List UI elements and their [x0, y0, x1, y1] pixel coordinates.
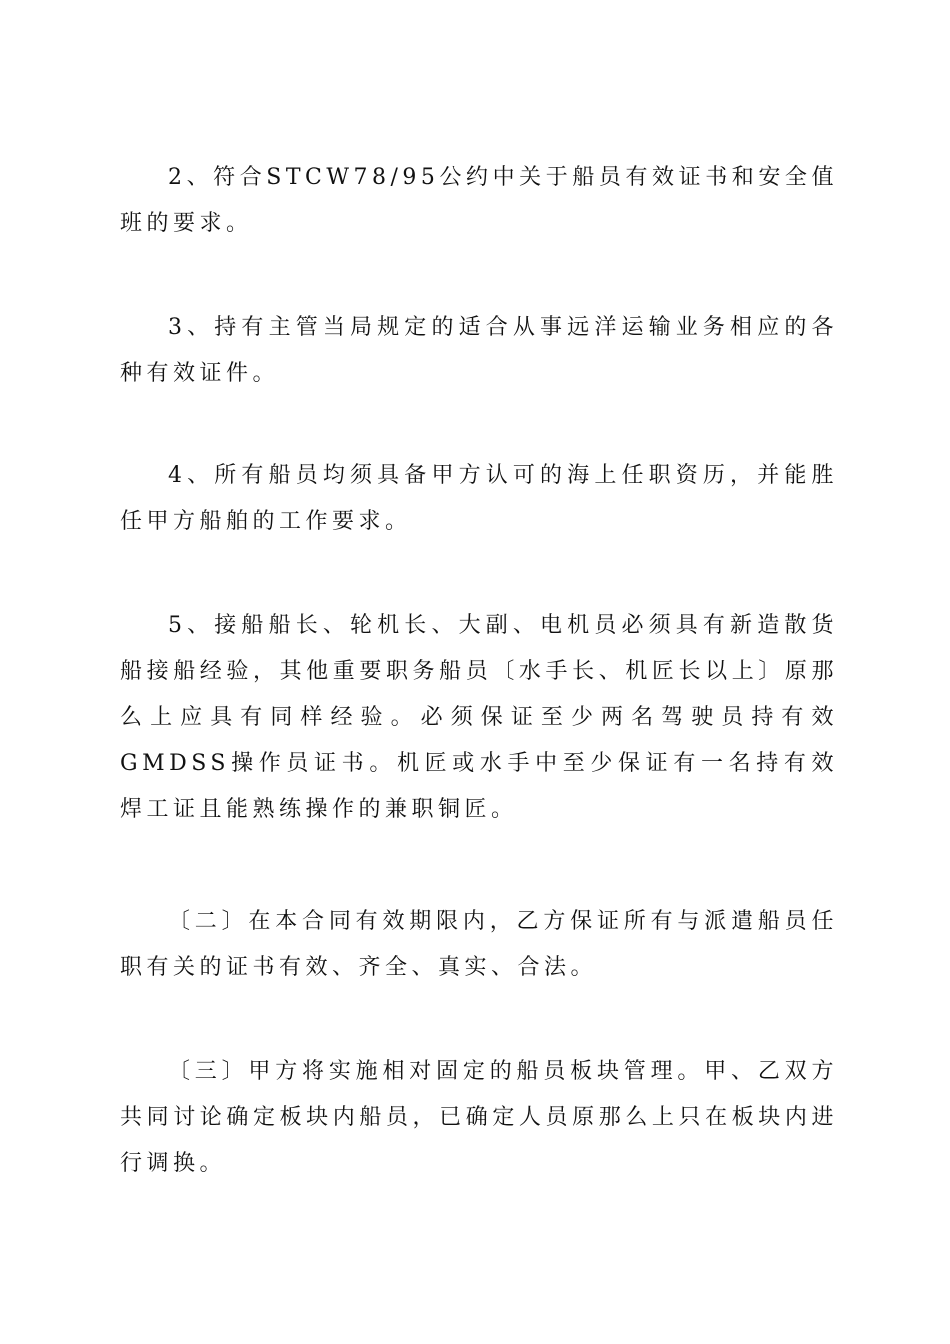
- paragraph-item-2: 2、符合STCW78/95公约中关于船员有效证书和安全值班的要求。: [120, 165, 838, 236]
- paragraph-section-3: 〔三〕甲方将实施相对固定的船员板块管理。甲、乙双方共同讨论确定板块内船员，已确定人员原那么上只在板块内进行调换。: [120, 1059, 838, 1176]
- paragraph-section-2: 〔二〕在本合同有效期限内，乙方保证所有与派遣船员任职有关的证书有效、齐全、真实、合法。: [120, 909, 838, 980]
- paragraph-item-5: 5、接船船长、轮机长、大副、电机员必须具有新造散货船接船经验，其他重要职务船员〔水手长、机匠长以上〕原那么上应具有同样经验。必须保证至少两名驾驶员持有效GMDSS操作员证书。机匠或水手中至少保证有一名持有效焊工证且能熟练操作的兼职铜匠。: [120, 613, 838, 822]
- paragraph-item-3: 3、持有主管当局规定的适合从事远洋运输业务相应的各种有效证件。: [120, 315, 838, 386]
- paragraph-item-4: 4、所有船员均须具备甲方认可的海上任职资历，并能胜任甲方船舶的工作要求。: [120, 463, 838, 534]
